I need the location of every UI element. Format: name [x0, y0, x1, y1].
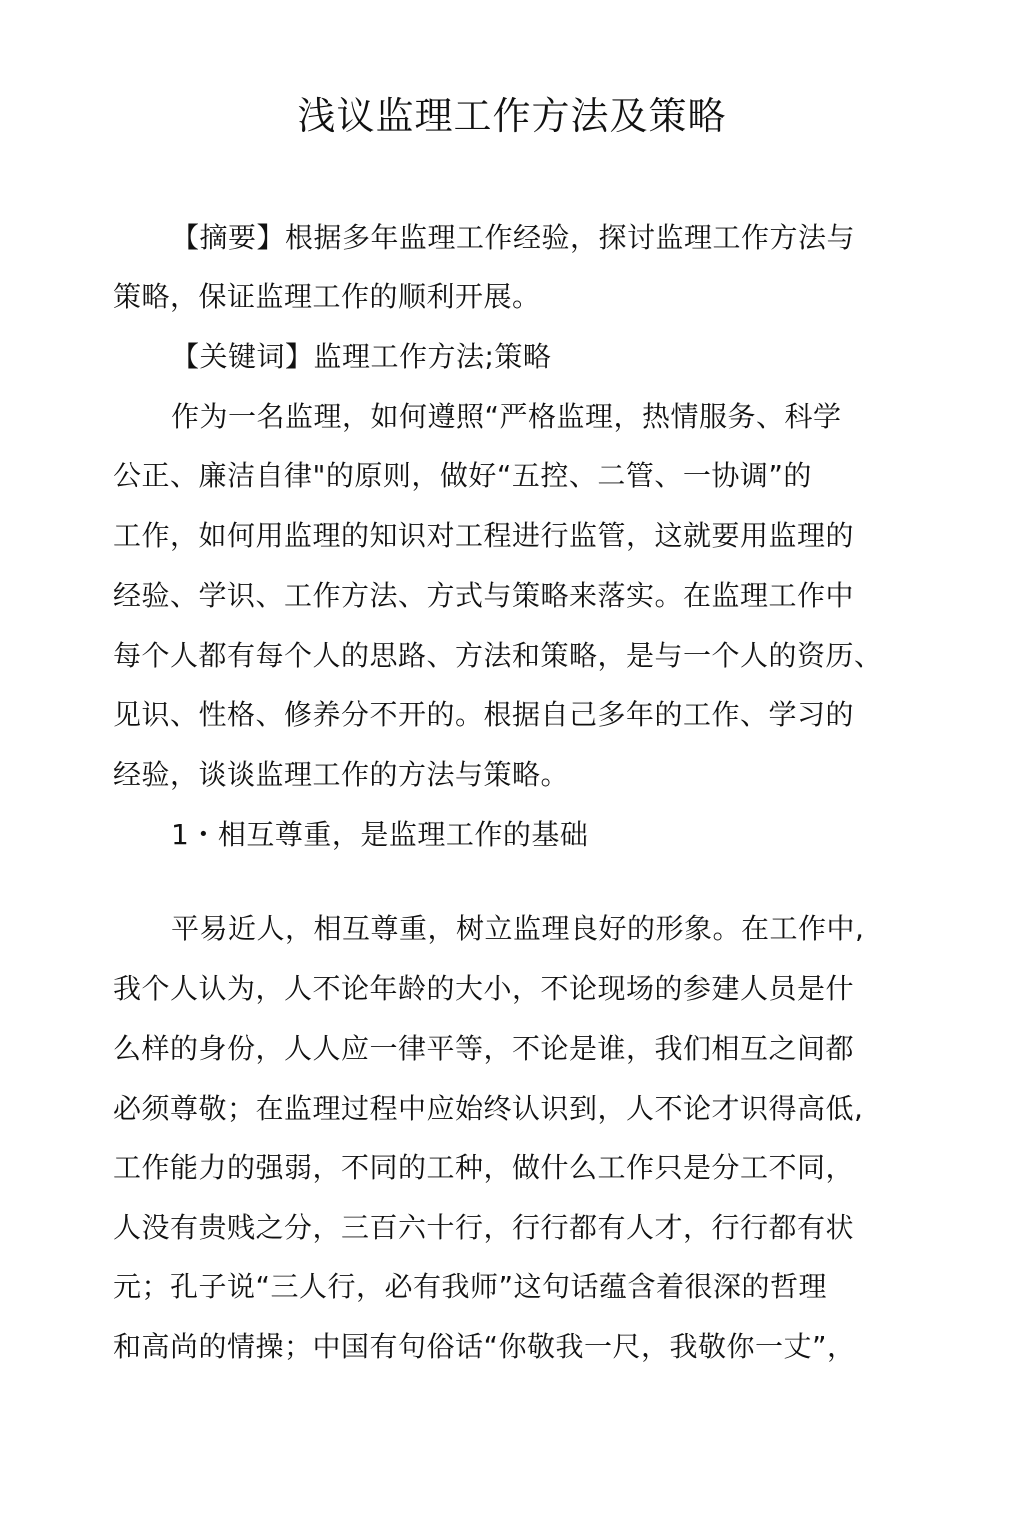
abstract-line-1: 【摘要】根据多年监理工作经验，探讨监理工作方法与	[171, 221, 856, 254]
body-line-7: 元；孔子说“三人行，必有我师”这句话蕴含着很深的哲理	[113, 1270, 828, 1303]
abstract-line-2: 策略，保证监理工作的顺利开展。	[113, 280, 541, 313]
intro-line-1: 作为一名监理，如何遵照“严格监理，热情服务、科学	[171, 400, 842, 433]
body-line-6: 人没有贵贱之分，三百六十行，行行都有人才，行行都有状	[113, 1211, 855, 1244]
intro-line-6: 见识、性格、修养分不开的。根据自己多年的工作、学习的	[113, 698, 855, 731]
intro-line-7: 经验，谈谈监理工作的方法与策略。	[113, 758, 570, 791]
section-heading-1: 1・相互尊重，是监理工作的基础	[171, 818, 589, 851]
body-line-4: 必须尊敬；在监理过程中应始终认识到，人不论才识得高低,	[113, 1092, 864, 1125]
body-line-5: 工作能力的强弱，不同的工种，做什么工作只是分工不同，	[113, 1151, 855, 1184]
body-line-3: 么样的身份，人人应一律平等，不论是谁，我们相互之间都	[113, 1032, 855, 1065]
intro-line-5: 每个人都有每个人的思路、方法和策略，是与一个人的资历、	[113, 639, 883, 672]
intro-line-4: 经验、学识、工作方法、方式与策略来落实。在监理工作中	[113, 579, 855, 612]
body-line-2: 我个人认为，人不论年龄的大小，不论现场的参建人员是什	[113, 972, 855, 1005]
intro-line-2: 公正、廉洁自律"的原则，做好“五控、二管、一协调”的	[113, 459, 812, 492]
body-line-8: 和高尚的情操；中国有句俗话“你敬我一尺，我敬你一丈”，	[113, 1330, 856, 1363]
document-title: 浅议监理工作方法及策略	[297, 94, 727, 138]
keywords-line: 【关键词】监理工作方法;策略	[171, 340, 552, 373]
body-line-1: 平易近人，相互尊重，树立监理良好的形象。在工作中,	[171, 912, 865, 945]
intro-line-3: 工作，如何用监理的知识对工程进行监管，这就要用监理的	[113, 519, 855, 552]
